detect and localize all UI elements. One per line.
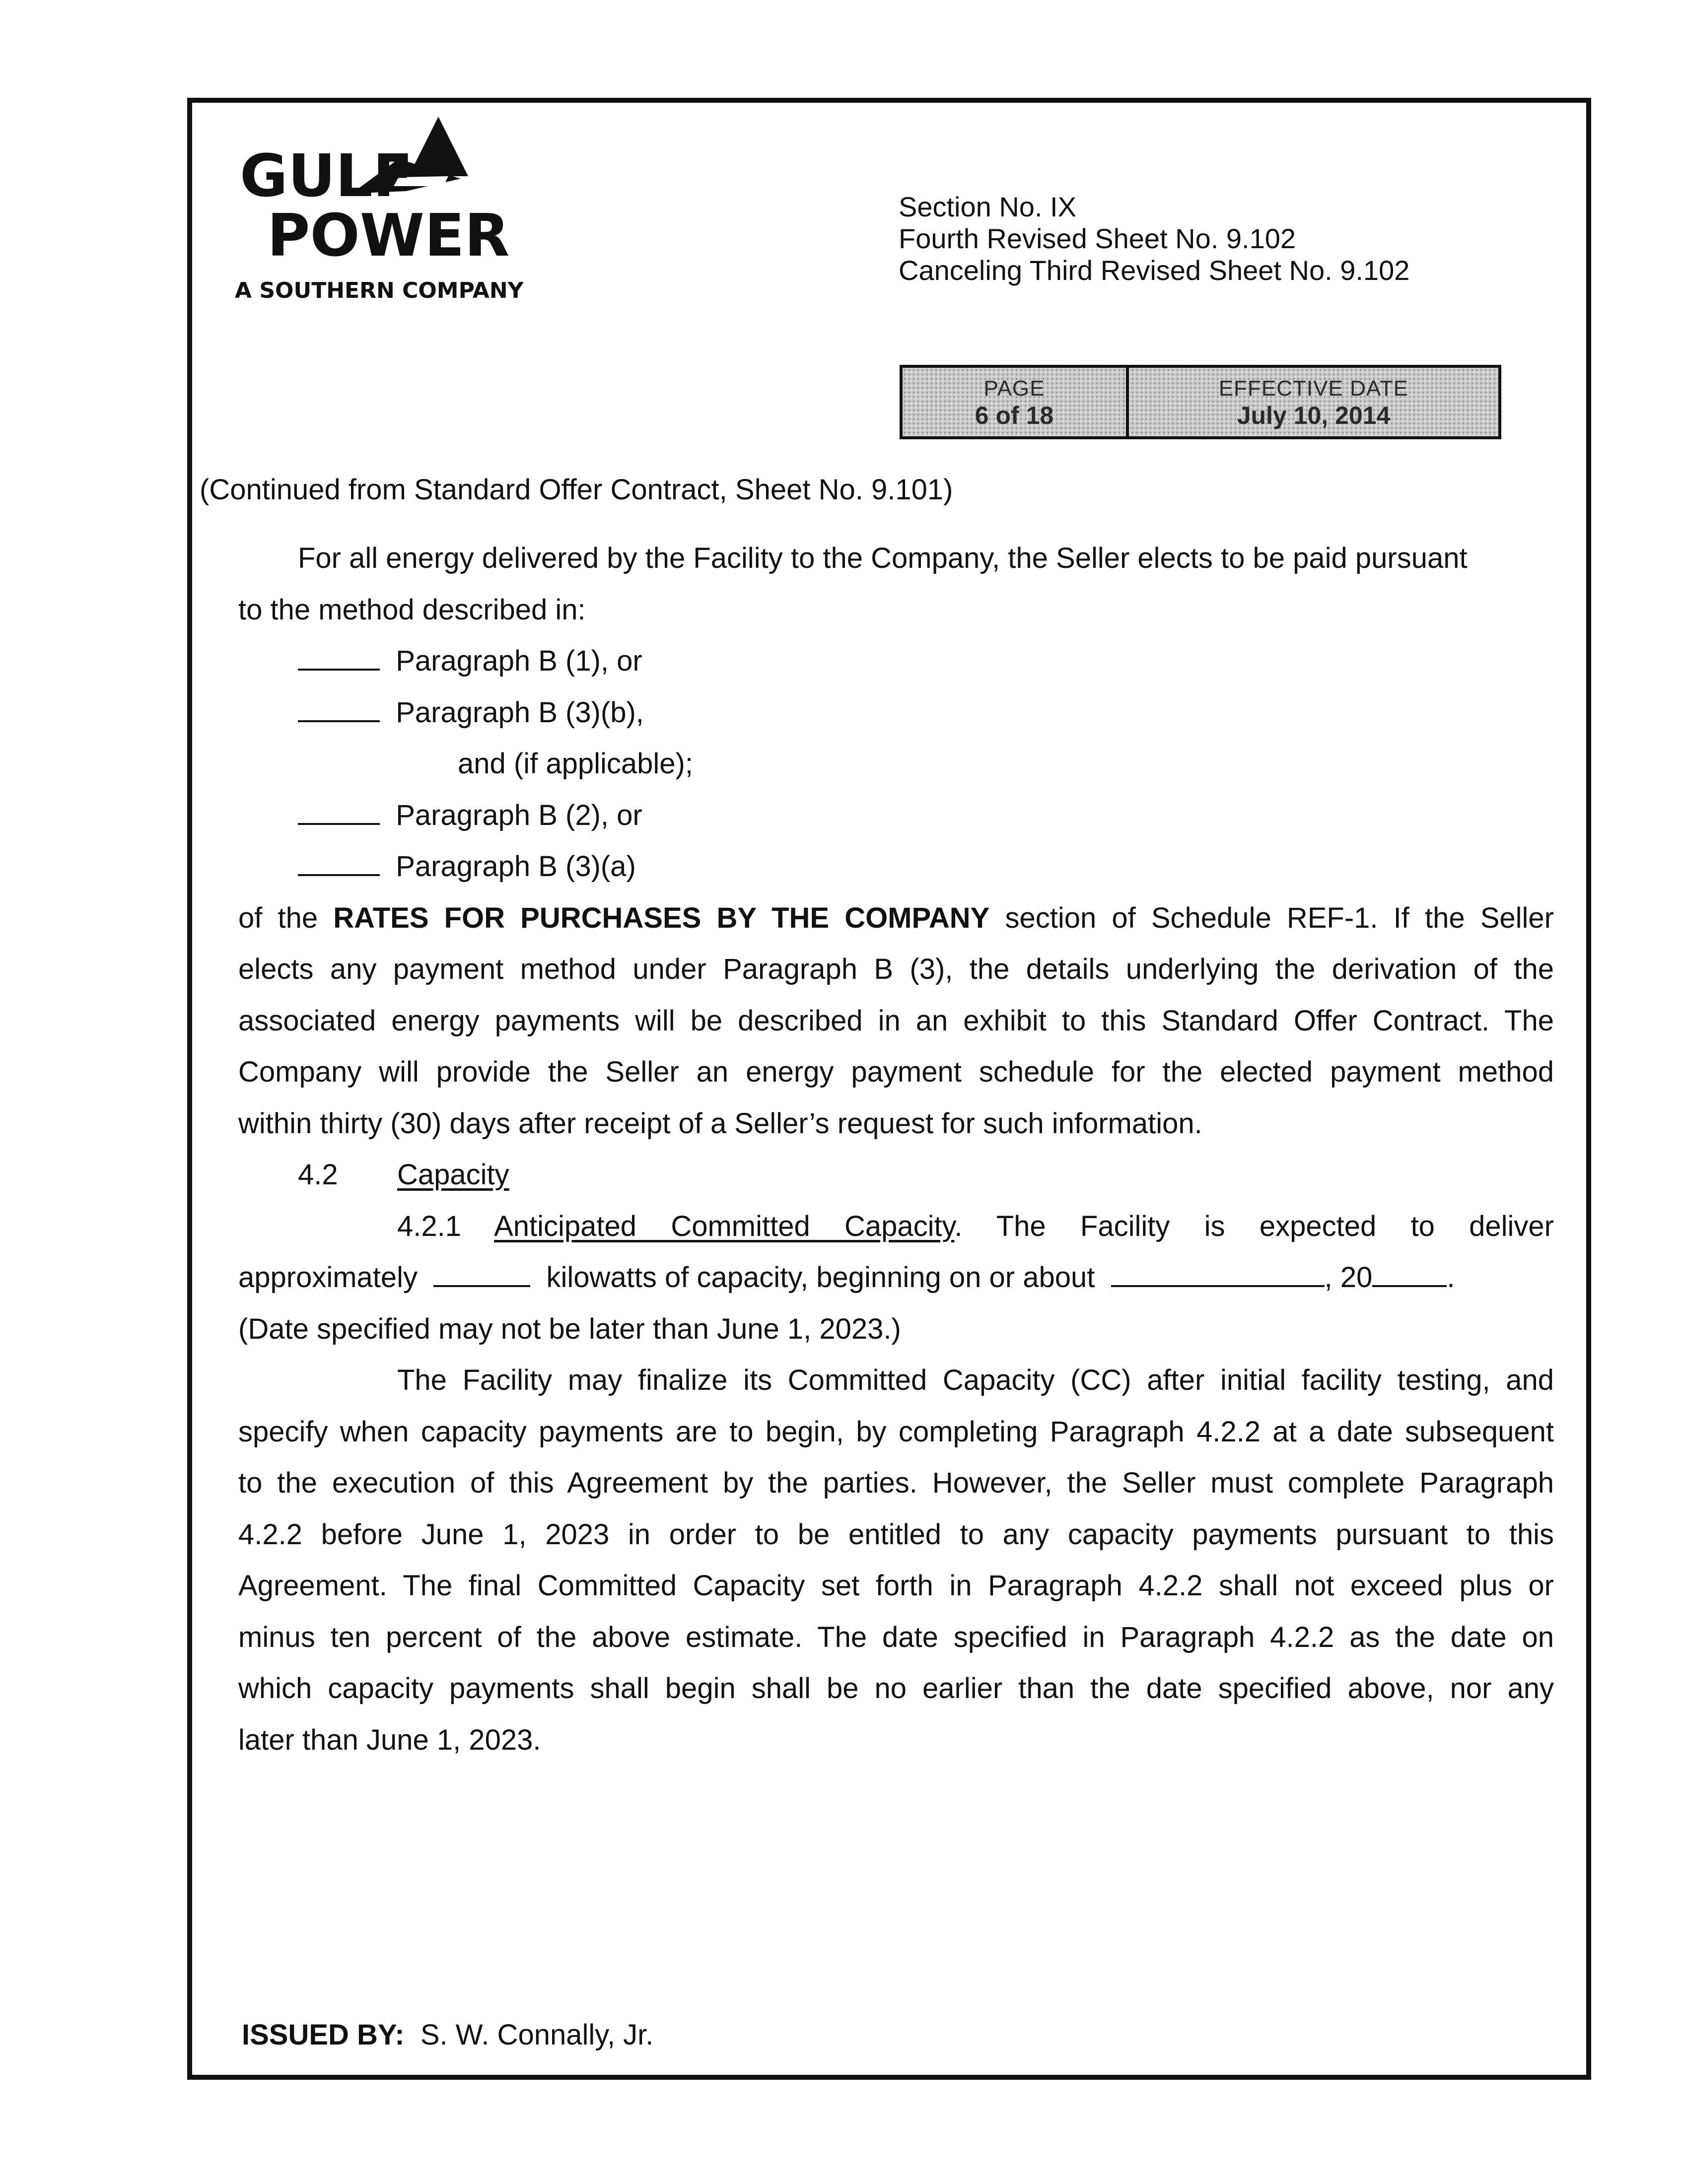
logo-southern-company: A SOUTHERN COMPANY — [235, 278, 524, 303]
effective-date-label: EFFECTIVE DATE — [1218, 376, 1409, 401]
option-b2 — [298, 800, 642, 831]
rates-line — [238, 902, 1554, 934]
para3-line-6: minus ten percent of the above estimate. The date specified in Paragraph 4.2.2 as the date on — [238, 1621, 1554, 1653]
para2-line-3: associated energy payments will be described in an exhibit to this Standard Offer Contract. The — [238, 1005, 1554, 1037]
section-4-2-1-line — [397, 1211, 1554, 1242]
page-date-stamp — [900, 365, 1501, 439]
issued-by-label: ISSUED BY: — [242, 2019, 405, 2051]
revised-sheet: Fourth Revised Sheet No. 9.102 — [899, 223, 1296, 254]
intro-line-1: For all energy delivered by the Facility to the Company, the Seller elects to be paid pursuant — [298, 542, 1468, 574]
page-value: 6 of 18 — [975, 402, 1054, 429]
kilowatts-label: kilowatts of capacity, beginning on or about — [546, 1261, 1095, 1294]
para2-line-2: elects any payment method under Paragraph B (3), the details underlying the derivation of the — [238, 953, 1554, 985]
approx-period: . — [1447, 1261, 1455, 1294]
para2-line-4: Company will provide the Seller an energy payment schedule for the elected payment method — [238, 1056, 1554, 1088]
section-4-2-1-number: 4.2.1 — [397, 1210, 461, 1242]
page-cell — [903, 368, 1129, 436]
para2-line-5: within thirty (30) days after receipt of a Seller’s request for such information. — [238, 1107, 1202, 1140]
rates-post: section of Schedule REF-1. If the Seller — [1005, 902, 1554, 934]
intro-line-2: to the method described in: — [238, 594, 586, 626]
option-b1 — [298, 645, 642, 677]
continued-note: (Continued from Standard Offer Contract, Sheet No. 9.101) — [200, 474, 953, 506]
approx-label: approximately — [238, 1261, 418, 1294]
option-b3a — [298, 851, 636, 883]
page-label: PAGE — [983, 376, 1045, 401]
and-if-applicable: and (if applicable); — [458, 748, 693, 780]
para3-line-7: which capacity payments shall begin shall be no earlier than the date specified above, nor any — [238, 1672, 1554, 1705]
year-prefix: , 20 — [1324, 1261, 1373, 1294]
option-b3a-label: Paragraph B (3)(a) — [396, 850, 636, 883]
canceling-sheet: Canceling Third Revised Sheet No. 9.102 — [899, 255, 1410, 286]
date-note: (Date specified may not be later than June 1, 2023.) — [238, 1313, 901, 1345]
rates-section-title: RATES FOR PURCHASES BY THE COMPANY — [333, 902, 990, 934]
para3-line-1: The Facility may finalize its Committed Capacity (CC) after initial facility testing, and — [397, 1364, 1554, 1396]
option-b2-label: Paragraph B (2), or — [396, 799, 642, 831]
issued-by — [242, 2019, 653, 2051]
para3-line-3: to the execution of this Agreement by the parties. However, the Seller must complete Paragraph — [238, 1467, 1554, 1499]
section-4-2-title: Capacity — [397, 1159, 509, 1191]
para3-line-8: later than June 1, 2023. — [238, 1724, 541, 1756]
option-b3b — [298, 697, 644, 729]
para3-line-5: Agreement. The final Committed Capacity set forth in Paragraph 4.2.2 shall not exceed plus or — [238, 1570, 1554, 1602]
section-4-2-number: 4.2 — [298, 1159, 338, 1191]
sheet-info — [899, 191, 1409, 286]
effective-date-cell — [1129, 368, 1498, 436]
para3-line-4: 4.2.2 before June 1, 2023 in order to be entitled to any capacity payments pursuant to this — [238, 1518, 1554, 1551]
effective-date-value: July 10, 2014 — [1237, 402, 1391, 429]
option-b1-label: Paragraph B (1), or — [396, 645, 642, 677]
section-4-2-1-rest: . The Facility is expected to deliver — [954, 1210, 1554, 1242]
section-number: Section No. IX — [899, 191, 1076, 222]
approximately-line — [238, 1262, 1455, 1294]
gulf-power-logo — [235, 112, 553, 310]
logo-gulf: GULF — [240, 141, 413, 210]
kilowatts-blank — [433, 1262, 530, 1287]
para3-line-2: specify when capacity payments are to begin, by completing Paragraph 4.2.2 at a date subsequent — [238, 1416, 1554, 1448]
logo-power: POWER — [267, 201, 510, 270]
option-b3b-label: Paragraph B (3)(b), — [396, 696, 644, 729]
year-blank — [1372, 1262, 1447, 1287]
issued-by-name: S. W. Connally, Jr. — [420, 2019, 654, 2051]
start-date-blank — [1111, 1262, 1325, 1287]
rates-pre: of the — [238, 902, 318, 934]
section-4-2-1-title: Anticipated Committed Capacity — [494, 1210, 955, 1242]
